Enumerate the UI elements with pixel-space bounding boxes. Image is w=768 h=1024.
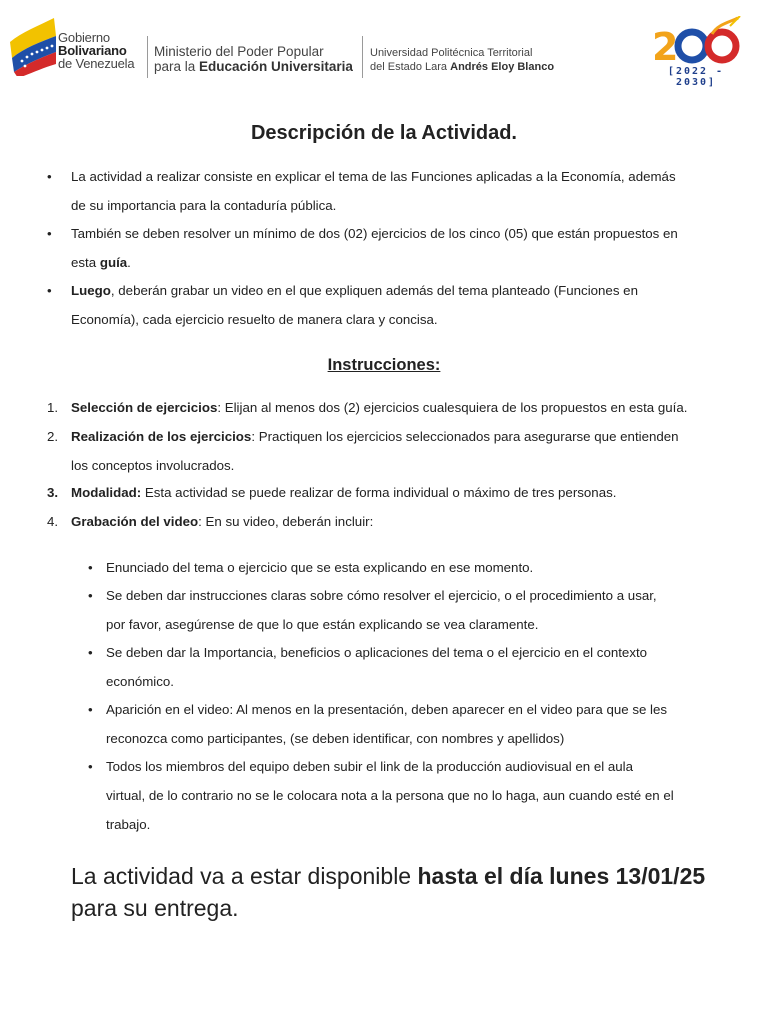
- bullet-marker: •: [88, 702, 93, 717]
- ministerio-line2-prefix: para la: [154, 59, 200, 74]
- bullet-marker: •: [88, 645, 93, 660]
- description-item-2-suffix: .: [127, 255, 131, 270]
- instruction-4-bold: Grabación del video: [71, 514, 199, 529]
- instruction-3-text: Esta actividad se puede realizar de forma individual o máximo de tres personas.: [141, 485, 617, 500]
- bullet-marker: •: [88, 759, 93, 774]
- instruction-4-text: : En su video, deberán incluir:: [198, 514, 374, 529]
- video-item-5-line3: trabajo.: [106, 817, 151, 832]
- availability-line2: para su entrega.: [71, 895, 239, 921]
- instruction-item: [71, 507, 711, 536]
- video-requirement-item: [106, 581, 726, 639]
- gobierno-line2: Bolivariano: [58, 43, 127, 58]
- bullet-marker: •: [47, 169, 52, 184]
- gobierno-bolivariano-logo-text: [58, 31, 134, 70]
- video-item-2-line1: Se deben dar instrucciones claras sobre cómo resolver el ejercicio, o el procedimiento a usar,: [106, 588, 657, 603]
- video-requirement-item: [106, 752, 726, 839]
- video-item-4-line1: Aparición en el video: Al menos en la presentación, deben aparecer en el video para que se les: [106, 702, 668, 717]
- gobierno-line3: de Venezuela: [58, 56, 135, 71]
- instruction-item: [71, 422, 711, 480]
- bullet-marker: •: [88, 588, 93, 603]
- video-item-1-line1: Enunciado del tema o ejercicio que se esta explicando en ese momento.: [106, 560, 534, 575]
- anniversary-years: [2022 - 2030]: [667, 66, 725, 88]
- bullet-marker: •: [47, 283, 52, 298]
- ministerio-line2-bold: Educación Universitaria: [199, 59, 353, 74]
- instruction-number: 4.: [47, 514, 59, 529]
- video-item-2-line2: por favor, asegúrense de que lo que están explicando se vea claramente.: [106, 617, 539, 632]
- instruction-item: [71, 478, 711, 507]
- ministerio-logo-text: [154, 44, 353, 74]
- gobierno-line1: Gobierno: [58, 30, 110, 45]
- ministerio-line1: Ministerio del Poder Popular: [154, 44, 324, 59]
- instruction-1-text: : Elijan al menos dos (2) ejercicios cualesquiera de los propuestos en esta guía.: [217, 400, 688, 415]
- video-item-4-line2: reconozca como participantes, (se deben identificar, con nombres y apellidos): [106, 731, 565, 746]
- instruction-3-bold: Modalidad:: [71, 485, 142, 500]
- availability-prefix: La actividad va a estar disponible: [71, 863, 418, 889]
- bullet-marker: •: [88, 560, 93, 575]
- description-item: [71, 219, 711, 277]
- video-requirement-item: [106, 695, 726, 753]
- venezuela-flag-logo: [8, 14, 58, 76]
- description-item: [71, 162, 711, 220]
- description-item-1-line1: La actividad a realizar consiste en explicar el tema de las Funciones aplicadas a la Economía, además: [71, 169, 676, 184]
- universidad-line2-prefix: del Estado Lara: [370, 61, 451, 73]
- description-item-3-bold: Luego: [71, 283, 111, 298]
- svg-text:2: 2: [652, 25, 679, 69]
- instruction-item: [71, 393, 711, 422]
- video-requirement-item: [106, 553, 726, 582]
- availability-deadline: hasta el día lunes 13/01/25: [417, 863, 706, 889]
- instruction-number: 1.: [47, 400, 59, 415]
- instruction-number: 2.: [47, 429, 59, 444]
- bullet-marker: •: [47, 226, 52, 241]
- description-item-1-line2: de su importancia para la contaduría pública.: [71, 198, 337, 213]
- video-requirement-item: [106, 638, 726, 696]
- description-item-3-line2: Economía), cada ejercicio resuelto de manera clara y concisa.: [71, 312, 438, 327]
- video-item-5-line1: Todos los miembros del equipo deben subir el link de la producción audiovisual en el aula: [106, 759, 634, 774]
- availability-note: [71, 860, 731, 924]
- video-item-3-line2: económico.: [106, 674, 174, 689]
- instruction-number: 3.: [47, 485, 59, 500]
- universidad-line2-bold: Andrés Eloy Blanco: [450, 61, 555, 73]
- description-item-3-line1: , deberán grabar un video en el que expliquen además del tema planteado (Funciones en: [110, 283, 638, 298]
- instruction-2-bold: Realización de los ejercicios: [71, 429, 252, 444]
- universidad-line1: Universidad Politécnica Territorial: [370, 47, 533, 59]
- instructions-title: Instrucciones:: [327, 356, 441, 374]
- description-item: [71, 276, 711, 334]
- video-item-3-line1: Se deben dar la Importancia, beneficios o aplicaciones del tema o el ejercicio en el contexto: [106, 645, 648, 660]
- description-item-2-line1: También se deben resolver un mínimo de dos (02) ejercicios de los cinco (05) que están propuestos en: [71, 226, 678, 241]
- page-header: [0, 0, 768, 100]
- instruction-2-text: : Practiquen los ejercicios seleccionados para asegurarse que entienden: [251, 429, 679, 444]
- header-divider: [362, 36, 363, 78]
- universidad-logo-text: [370, 46, 554, 74]
- page-title: Descripción de la Actividad.: [250, 122, 517, 144]
- instruction-1-bold: Selección de ejercicios: [71, 400, 218, 415]
- header-divider: [147, 36, 148, 78]
- description-item-2-prefix: esta: [71, 255, 100, 270]
- description-item-2-bold: guía: [99, 255, 128, 270]
- video-item-5-line2: virtual, de lo contrario no se le colocara nota a la persona que no lo haga, aun cuando esté en el: [106, 788, 674, 803]
- instruction-2-line2: los conceptos involucrados.: [71, 458, 235, 473]
